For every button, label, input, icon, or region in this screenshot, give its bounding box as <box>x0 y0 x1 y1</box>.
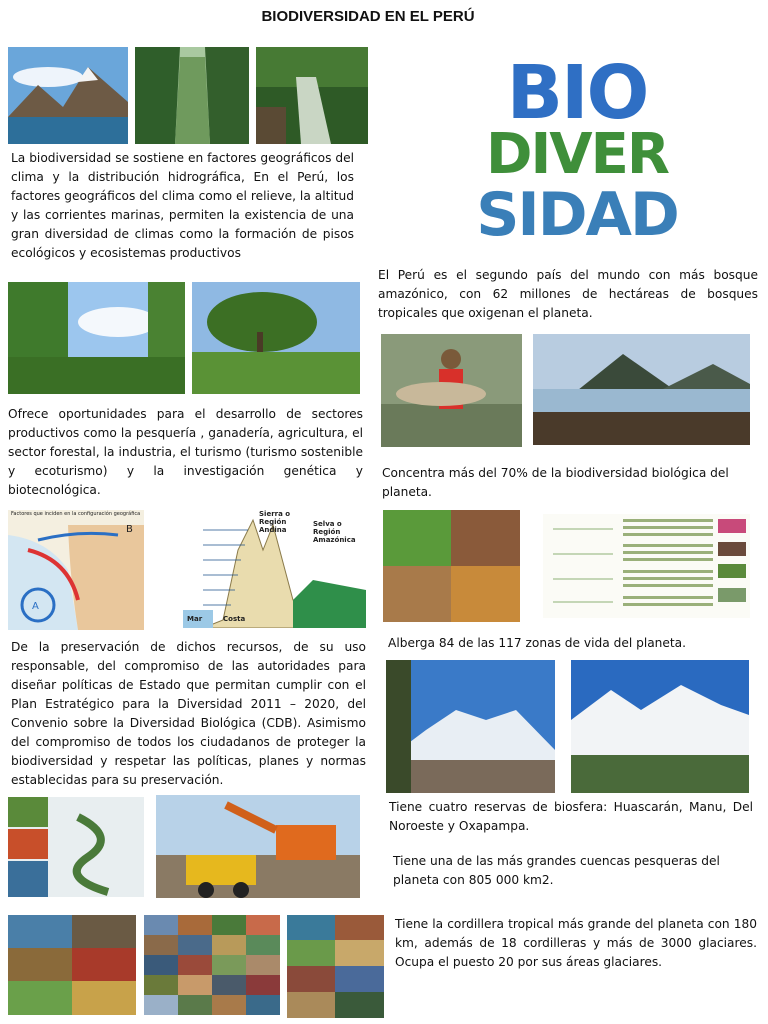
biodiversity-concentration-paragraph: Concentra más del 70% de la biodiversidad biológica del planeta. <box>382 466 729 499</box>
geographic-factors-map <box>8 510 144 630</box>
life-zones-chart <box>543 514 750 618</box>
altitude-zones-diagram <box>183 510 366 628</box>
waterfall-forest-photo <box>256 47 368 144</box>
biodiversidad-logo <box>458 44 696 256</box>
snow-peak-photo-2 <box>571 660 749 793</box>
agriculture-livestock-collage <box>383 510 520 622</box>
amazon-forest-paragraph: El Perú es el segundo país del mundo con más bosque amazónico, con 62 millones de hectáreas de bosques tropicales que oxigenan el planeta. <box>378 268 758 320</box>
peru-tourism-collage-2 <box>144 915 280 1015</box>
mar-label: Mar <box>187 615 203 623</box>
fisherman-photo <box>381 334 522 447</box>
life-zones-paragraph: Alberga 84 de las 117 zonas de vida del planeta. <box>388 636 687 650</box>
snow-peak-photo-1 <box>386 660 555 793</box>
intro-paragraph: La biodiversidad se sostiene en factores geográficos del clima y la distribución hidrográfica, En el Perú, los factores geográficos del clima como el relieve, la altitud y las corrientes marinas, permiten la existencia de una gran diversidad de climas como la formación de pisos ecológicos y ecosistemas productivos <box>11 151 354 260</box>
peru-tourism-collage-3 <box>287 915 384 1018</box>
svg-text:A: A <box>32 601 39 612</box>
costa-label: Costa <box>223 615 246 623</box>
tropical-cordillera-paragraph: Tiene la cordillera tropical más grande del planeta con 180 km, además de 18 cordilleras y más de 3000 glaciares. Ocupa el puesto 20 por sus áreas glaciares. <box>395 917 757 969</box>
lake-mountain-photo <box>8 47 128 144</box>
preservation-paragraph: De la preservación de dichos recursos, de su uso responsable, del compromiso de las autoridades para diseñar políticas de Estado que permitan cumplir con el Plan Estratégico para la Diversidad 2011 – 2020, del Convenio sobre la Diversidad Biológica (CDB). Asimismo del compromiso de todos los ciudadanos de proteger la biodiversidad y respetar las políticas, planes y normas establecidas para su preservación. <box>11 640 366 787</box>
logo-line-3: SIDAD <box>476 180 678 250</box>
geo-map-caption: Factores que inciden en la configuración geográfica <box>11 511 141 517</box>
productive-sectors-paragraph: Ofrece oportunidades para el desarrollo de sectores productivos como la pesquería , ganadería, agricultura, el sector forestal, la industria, el turismo (turismo sostenible y ecoturismo) y la investigación genética y biotecnológica. <box>8 407 363 497</box>
canyon-forest-photo <box>135 47 249 144</box>
sierra-label: Sierra o Región Andina <box>259 510 291 534</box>
svg-text:B: B <box>126 524 133 535</box>
amazon-wildlife-collage <box>8 797 144 897</box>
fishing-basin-paragraph: Tiene una de las más grandes cuencas pesqueras del planeta con 805 000 km2. <box>393 854 720 887</box>
page-title: BIODIVERSIDAD EN EL PERÚ <box>261 8 475 25</box>
forest-canopy-photo <box>8 282 185 394</box>
logo-line-2: DIVER <box>485 122 669 187</box>
mining-excavator-photo <box>156 795 360 898</box>
andean-lake-photo <box>533 334 750 445</box>
jungle-tree-photo <box>192 282 360 394</box>
biosphere-reserves-paragraph: Tiene cuatro reservas de biosfera: Huascarán, Manu, Del Noroeste y Oxapampa. <box>389 800 753 833</box>
logo-line-1: BIO <box>506 50 648 136</box>
selva-label: Selva o Región Amazónica <box>313 520 356 544</box>
peru-tourism-collage-1 <box>8 915 136 1015</box>
